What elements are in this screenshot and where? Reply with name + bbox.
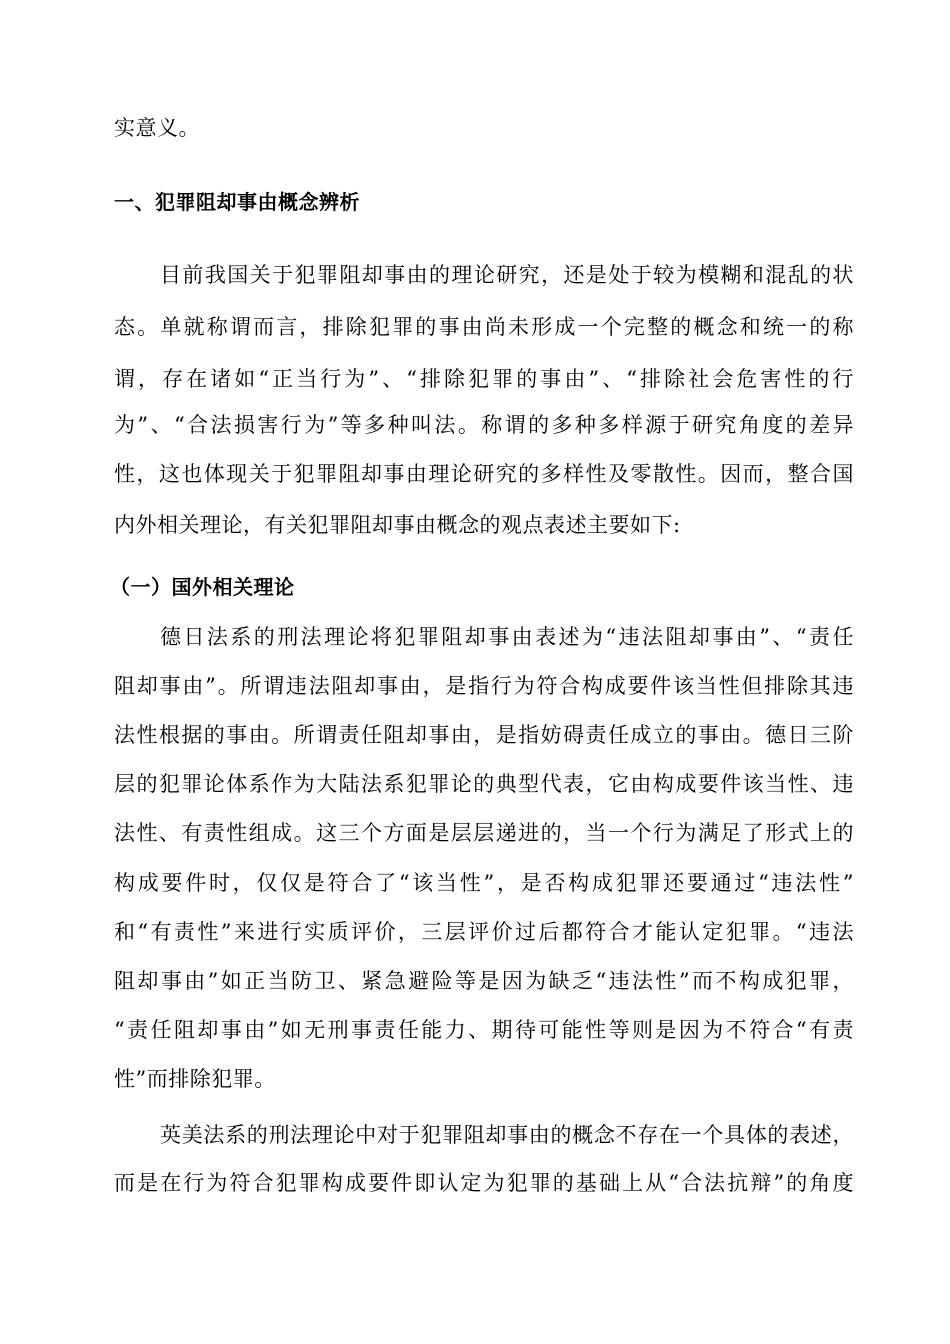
- continuation-line: 实意义。: [114, 116, 200, 140]
- paragraph-line: 法性根据的事由。所谓责任阻却事由，是指妨碍责任成立的事由。德日三阶: [114, 723, 854, 747]
- paragraph-line: 构成要件时，仅仅是符合了“该当性”，是否构成犯罪还要通过“违法性”: [114, 871, 854, 895]
- paragraph-line: 为”、“合法损害行为”等多种叫法。称谓的多种多样源于研究角度的差异: [114, 413, 854, 437]
- paragraph-line: 谓，存在诸如“正当行为”、“排除犯罪的事由”、“排除社会危害性的行: [114, 367, 854, 391]
- paragraph-line: “责任阻却事由”如无刑事责任能力、期待可能性等则是因为不符合“有责: [114, 1018, 854, 1042]
- paragraph-line: 阻却事由”如正当防卫、紧急避险等是因为缺乏“违法性”而不构成犯罪，: [114, 969, 854, 993]
- paragraph-line: 和“有责性”来进行实质评价，三层评价过后都符合才能认定犯罪。“违法: [114, 920, 854, 944]
- section-heading: 一、犯罪阻却事由概念辨析: [114, 190, 360, 214]
- paragraph-line: 性，这也体现关于犯罪阻却事由理论研究的多样性及零散性。因而，整合国: [114, 462, 854, 486]
- paragraph-line: 目前我国关于犯罪阻却事由的理论研究，还是处于较为模糊和混乱的状: [160, 263, 854, 287]
- paragraph-line: 内外相关理论，有关犯罪阻却事由概念的观点表述主要如下:: [114, 513, 681, 537]
- paragraph-line: 层的犯罪论体系作为大陆法系犯罪论的典型代表，它由构成要件该当性、违: [114, 772, 854, 796]
- paragraph-line: 性”而排除犯罪。: [114, 1067, 276, 1091]
- paragraph-line: 阻却事由”。所谓违法阻却事由，是指行为符合构成要件该当性但排除其违: [114, 674, 854, 698]
- paragraph-line: 英美法系的刑法理论中对于犯罪阻却事由的概念不存在一个具体的表述，: [160, 1123, 854, 1147]
- paragraph-line: 德日法系的刑法理论将犯罪阻却事由表述为“违法阻却事由”、“责任: [160, 625, 854, 649]
- subsection-heading: （一）国外相关理论: [110, 575, 295, 599]
- paragraph-line: 而是在行为符合犯罪构成要件即认定为犯罪的基础上从“合法抗辩”的角度: [114, 1171, 854, 1195]
- paragraph-line: 法性、有责性组成。这三个方面是层层递进的，当一个行为满足了形式上的: [114, 821, 854, 845]
- paragraph-line: 态。单就称谓而言，排除犯罪的事由尚未形成一个完整的概念和统一的称: [114, 315, 854, 339]
